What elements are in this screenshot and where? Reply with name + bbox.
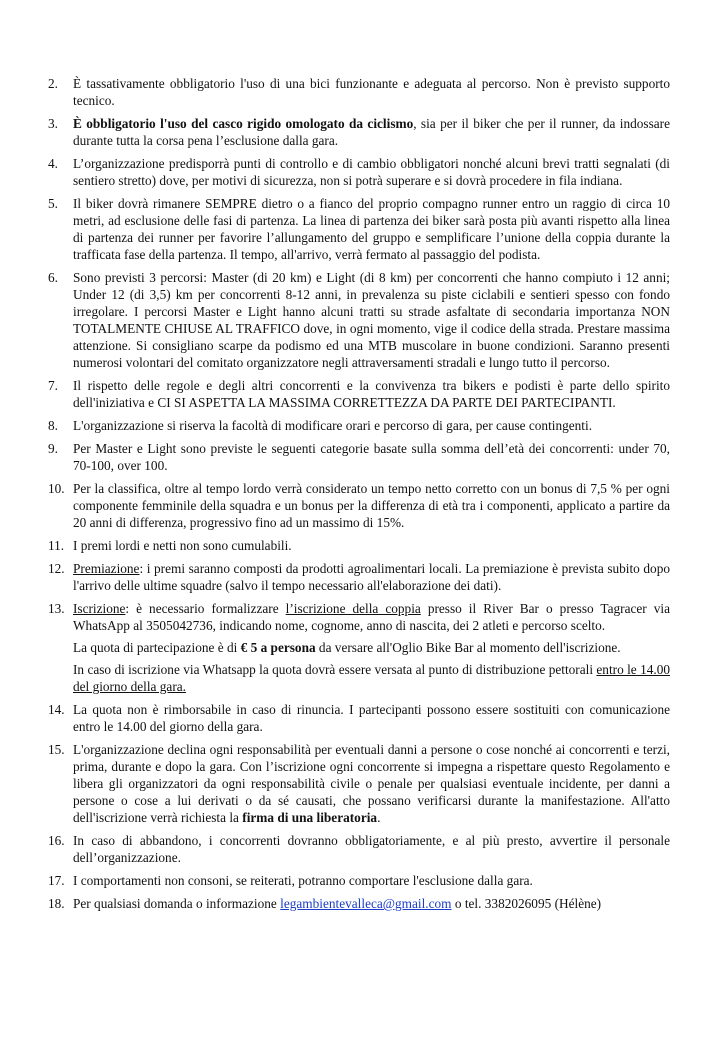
rule-heading-iscrizione: Iscrizione <box>73 601 126 616</box>
rule-text: Sono previsti 3 percorsi: Master (di 20 km) e Light (di 8 km) per concorrenti che hanno compiuto i 12 anni; Under 12 (di 3,5) km per concorrenti 8-12 anni, in prevalenza su piste ciclabili e sentieri spesso con fondo irregolare. I percorsi Master e Light hanno alcuni tratti su strade asfaltate di secondaria importanza NON TOTALMENTE CHIUSE AL TRAFFICO dove, in ogni momento, vige il codice della strada. Prestare massima attenzione. Si consigliano scarpe da podismo ed una MTB muscolare in buone condizioni. Saranno presenti numerosi volontari del comitato organizzatore negli attraversamenti stradali e lungo tutto il percorso. <box>73 270 670 370</box>
rule-number: 2. <box>48 76 58 91</box>
rule-text: : è necessario formalizzare <box>125 601 286 616</box>
rule-text: da versare all'Oglio Bike Bar al momento dell'iscrizione. <box>315 640 621 655</box>
deadline-text: entro le 14.00 del giorno della gara. <box>73 662 670 694</box>
rule-text: . <box>377 810 381 825</box>
rule-item-6 <box>48 269 670 371</box>
rule-text: L’organizzazione predisporrà punti di controllo e di cambio obbligatori nonché alcuni brevi tratti segnalati (di sentiero stretto) dove, per motivi di sicurezza, non si potrà superare e si dovrà procedere in fila indiana. <box>73 156 670 188</box>
rules-list <box>48 75 670 918</box>
rule-paragraph <box>73 600 670 634</box>
rule-number: 18. <box>48 896 65 911</box>
rule-text: La quota di partecipazione è di <box>73 640 241 655</box>
rule-item-17 <box>48 872 670 889</box>
email-link[interactable]: legambientevalleca@gmail.com <box>280 896 452 911</box>
rule-text: In caso di iscrizione via Whatsapp la quota dovrà essere versata al punto di distribuzione pettorali <box>73 662 597 677</box>
rule-item-12 <box>48 560 670 594</box>
rule-number: 12. <box>48 561 65 576</box>
rule-text: presso il River Bar o presso Tagracer via WhatsApp al 3505042736, indicando nome, cognome, anno di nascita, dei 2 atleti e percorso scelto. <box>73 601 670 633</box>
rule-text: , sia per il biker che per il runner, da indossare durante tutta la corsa pena l’esclusione dalla gara. <box>73 116 670 148</box>
rule-item-15 <box>48 741 670 826</box>
rule-text: I premi lordi e netti non sono cumulabili. <box>73 538 292 553</box>
rule-text: L'organizzazione declina ogni responsabilità per eventuali danni a persone o cose nonché ai concorrenti e terzi, prima, durante e dopo la gara. Con l’iscrizione ogni concorrente si impegna a rispettare questo Regolamento e libera gli organizzatori da ogni responsabilità civile o penale per qualsiasi eventuale incidente, per danni a persone o cose a lui derivati o da sé causati, che possano verificarsi durante la manifestazione. All'atto dell'iscrizione verrà richiesta la <box>73 742 670 825</box>
fee-paragraph <box>73 639 670 656</box>
rule-number: 4. <box>48 156 58 171</box>
rule-item-9 <box>48 440 670 474</box>
rule-number: 14. <box>48 702 65 717</box>
rule-number: 9. <box>48 441 58 456</box>
rule-item-14 <box>48 701 670 735</box>
rule-item-8 <box>48 417 670 434</box>
rule-item-18 <box>48 895 670 912</box>
rule-number: 8. <box>48 418 58 433</box>
rule-text: : i premi saranno composti da prodotti agroalimentari locali. La premiazione è prevista subito dopo l'arrivo delle ultime squadre (salvo il tempo necessario all'elaborazione dei dati). <box>73 561 670 593</box>
rule-text-bold: È obbligatorio l'uso del casco rigido omologato da ciclismo <box>73 116 414 131</box>
rule-number: 15. <box>48 742 65 757</box>
rule-number: 7. <box>48 378 58 393</box>
rule-text-bold: firma di una liberatoria <box>242 810 378 825</box>
rule-number: 5. <box>48 196 58 211</box>
rule-number: 16. <box>48 833 65 848</box>
rule-number: 17. <box>48 873 65 888</box>
rule-text: o tel. 3382026095 (Hélène) <box>451 896 602 911</box>
rule-text: Il biker dovrà rimanere SEMPRE dietro o a fianco del proprio compagno runner entro un raggio di circa 10 metri, ad esclusione delle fasi di partenza. La linea di partenza dei biker sarà posta più avanti rispetto alla linea di partenza dei runner per favorire l’allungamento del gruppo e semplificare l’unione della coppia durante la trafficata fase della partenza. Il tempo, all'arrivo, verrà fermato al passaggio del podista. <box>73 196 670 262</box>
fee-amount: € 5 a persona <box>240 640 316 655</box>
rule-number: 11. <box>48 538 65 553</box>
rule-heading-premiazione: Premiazione <box>73 561 140 576</box>
rule-number: 10. <box>48 481 65 496</box>
rule-text: Per Master e Light sono previste le seguenti categorie basate sulla somma dell’età dei concorrenti: under 70, 70-100, over 100. <box>73 441 670 473</box>
rule-item-5 <box>48 195 670 263</box>
rule-number: 3. <box>48 116 58 131</box>
rule-item-11 <box>48 537 670 554</box>
rule-number: 6. <box>48 270 58 285</box>
rule-text: Per la classifica, oltre al tempo lordo verrà considerato un tempo netto corretto con un bonus di 7,5 % per ogni componente femminile della squadra e un bonus per la differenza di età tra i componenti, applicato a partire da 20 anni di differenza, progressivo fino ad un massimo di 15%. <box>73 481 670 530</box>
rule-item-16 <box>48 832 670 866</box>
rule-text: È tassativamente obbligatorio l'uso di una bici funzionante e adeguata al percorso. Non è previsto supporto tecnico. <box>73 76 670 108</box>
rule-text: Il rispetto delle regole e degli altri concorrenti e la convivenza tra bikers e podisti è parte dello spirito dell'iniziativa e CI SI ASPETTA LA MASSIMA CORRETTEZZA DA PARTE DEI PARTECIPANTI. <box>73 378 670 410</box>
rule-text: In caso di abbandono, i concorrenti dovranno obbligatoriamente, e al più presto, avvertire il personale dell’organizzazione. <box>73 833 670 865</box>
rule-text: Per qualsiasi domanda o informazione <box>73 896 281 911</box>
whatsapp-paragraph <box>73 661 670 695</box>
rule-text-underlined: l’iscrizione della coppia <box>285 601 421 616</box>
rule-item-4 <box>48 155 670 189</box>
rule-item-10 <box>48 480 670 531</box>
rule-text: I comportamenti non consoni, se reiterati, potranno comportare l'esclusione dalla gara. <box>73 873 533 888</box>
rule-item-7 <box>48 377 670 411</box>
rule-text: L'organizzazione si riserva la facoltà di modificare orari e percorso di gara, per cause contingenti. <box>73 418 593 433</box>
rule-item-2 <box>48 75 670 109</box>
rule-number: 13. <box>48 601 65 616</box>
rule-item-3 <box>48 115 670 149</box>
rule-item-13 <box>48 600 670 695</box>
rule-text: La quota non è rimborsabile in caso di rinuncia. I partecipanti possono essere sostituiti con comunicazione entro le 14.00 del giorno della gara. <box>73 702 670 734</box>
